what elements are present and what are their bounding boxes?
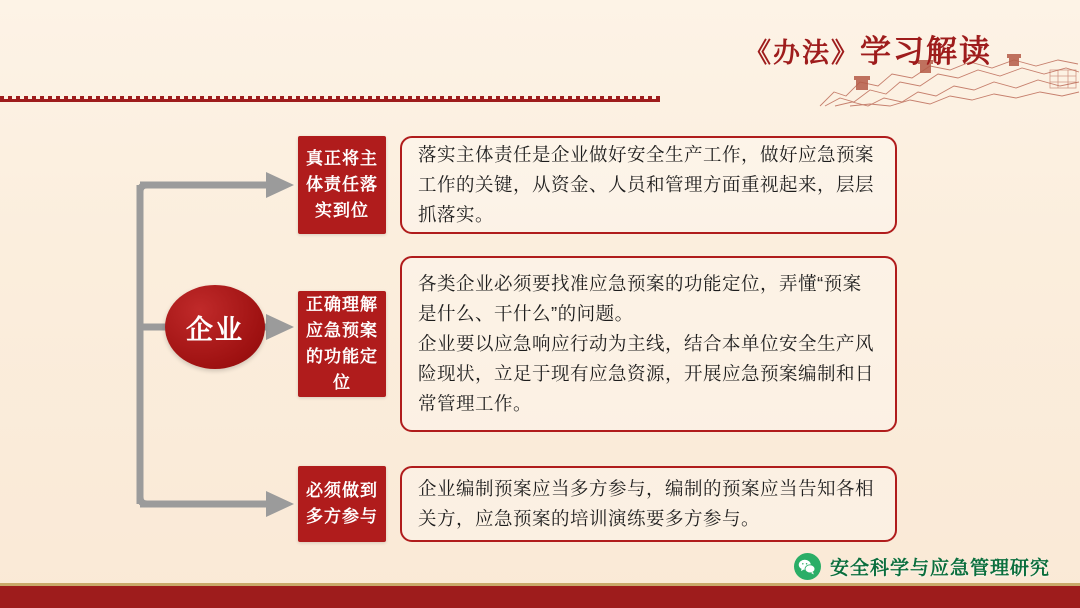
footer-bar — [0, 586, 1080, 608]
wechat-account-name: 安全科学与应急管理研究 — [829, 558, 1050, 579]
page-title-main: 学习解读 — [860, 34, 992, 69]
page-title-book: 《办法》 — [744, 38, 860, 68]
wechat-icon — [794, 553, 821, 580]
row-1-label: 真正将主体责任落实到位 — [298, 136, 386, 234]
page-title — [744, 26, 992, 71]
slide-header — [0, 0, 1080, 108]
content-row-1 — [298, 136, 897, 234]
row-3-text: 企业编制预案应当多方参与，编制的预案应当告知各相关方，应急预案的培训演练要多方参与。 — [418, 478, 875, 529]
content-row-3 — [298, 466, 897, 542]
divider-dotted-line — [0, 96, 660, 99]
content-row-2 — [298, 256, 897, 432]
row-1-body — [400, 136, 897, 234]
center-node-enterprise: 企业 — [165, 285, 265, 369]
row-2-text-2: 企业要以应急响应行动为主线，结合本单位安全生产风险现状，立足于现有应急资源，开展应急预案编制和日常管理工作。 — [418, 333, 875, 414]
divider-solid-line — [0, 99, 660, 102]
wechat-account — [794, 553, 1050, 580]
header-divider — [0, 96, 1080, 106]
row-2-text-1: 各类企业必须要找准应急预案的功能定位，弄懂“预案是什么、干什么”的问题。 — [418, 273, 862, 325]
row-2-body — [400, 256, 897, 432]
row-3-label: 必须做到多方参与 — [298, 466, 386, 542]
row-2-label: 正确理解应急预案的功能定位 — [298, 291, 386, 397]
row-3-body — [400, 466, 897, 542]
row-1-text: 落实主体责任是企业做好安全生产工作，做好应急预案工作的关键，从资金、人员和管理方面重视起来，层层抓落实。 — [418, 144, 875, 225]
